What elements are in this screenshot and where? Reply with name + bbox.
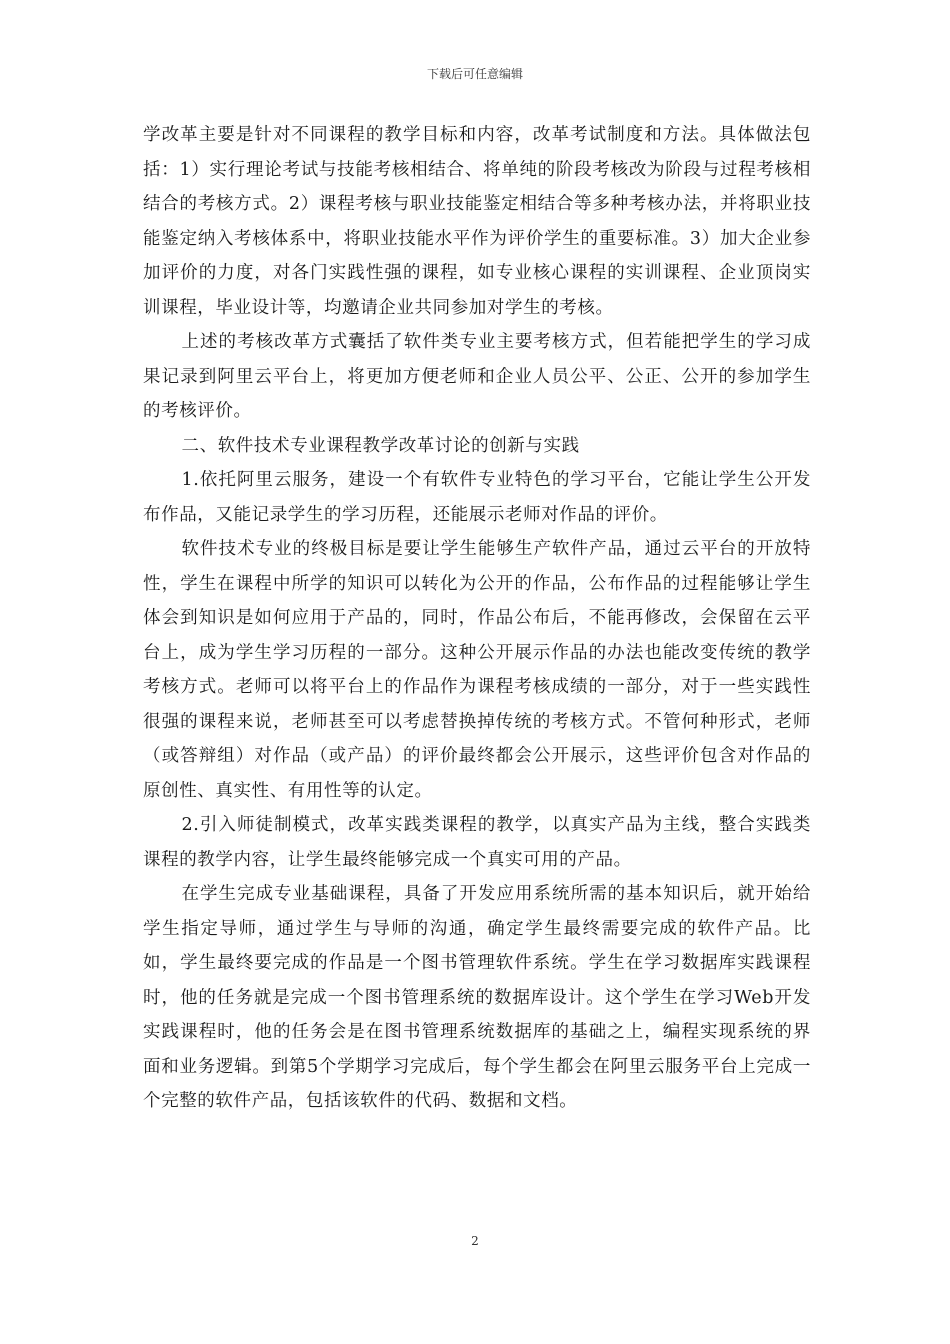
paragraph-point-1-heading: 1.依托阿里云服务，建设一个有软件专业特色的学习平台，它能让学生公开发布作品，又能记录学生的学习历程，还能展示老师对作品的评价。 — [143, 470, 811, 525]
section-heading-innovation: 二、软件技术专业课程教学改革讨论的创新与实践 — [181, 435, 580, 456]
page-header: 下载后可任意编辑 — [426, 67, 523, 81]
body-text — [143, 118, 811, 1119]
page-number: 2 — [471, 1234, 479, 1248]
paragraph-point-1-body: 软件技术专业的终极目标是要让学生能够生产软件产品，通过云平台的开放特性，学生在课程中所学的知识可以转化为公开的作品，公布作品的过程能够让学生体会到知识是如何应用于产品的，同时，作品公布后，不能再修改，会保留在云平台上，成为学生学习历程的一部分。这种公开展示作品的办法也能改变传统的教学考核方式。老师可以将平台上的作品作为课程考核成绩的一部分，对于一些实践性很强的课程来说，老师甚至可以考虑替换掉传统的考核方式。不管何种形式，老师（或答辩组）对作品（或产品）的评价最终都会公开展示，这些评价包含对作品的原创性、真实性、有用性等的认定。 — [143, 539, 811, 801]
paragraph-exam-reform-continued: 学改革主要是针对不同课程的教学目标和内容，改革考试制度和方法。具体做法包括：1）实行理论考试与技能考核相结合、将单纯的阶段考核改为阶段与过程考核相结合的考核方式。2）课程考核与职业技能鉴定相结合等多种考核办法，并将职业技能鉴定纳入考核体系中，将职业技能水平作为评价学生的重要标准。3）加大企业参加评价的力度，对各门实践性强的课程，如专业核心课程的实训课程、企业顶岗实训课程，毕业设计等，均邀请企业共同参加对学生的考核。 — [143, 125, 811, 318]
paragraph-point-2-heading: 2.引入师徒制模式，改革实践类课程的教学，以真实产品为主线，整合实践类课程的教学内容，让学生最终能够完成一个真实可用的产品。 — [143, 815, 811, 870]
paragraph-point-2-body: 在学生完成专业基础课程，具备了开发应用系统所需的基本知识后，就开始给学生指定导师，通过学生与导师的沟通，确定学生最终需要完成的软件产品。比如，学生最终要完成的作品是一个图书管理软件系统。学生在学习数据库实践课程时，他的任务就是完成一个图书管理系统的数据库设计。这个学生在学习Web开发实践课程时，他的任务会是在图书管理系统数据库的基础之上，编程实现系统的界面和业务逻辑。到第5个学期学习完成后，每个学生都会在阿里云服务平台上完成一个完整的软件产品，包括该软件的代码、数据和文档。 — [143, 884, 811, 1111]
paragraph-cloud-assessment: 上述的考核改革方式囊括了软件类专业主要考核方式，但若能把学生的学习成果记录到阿里云平台上，将更加方便老师和企业人员公平、公正、公开的参加学生的考核评价。 — [143, 332, 811, 421]
